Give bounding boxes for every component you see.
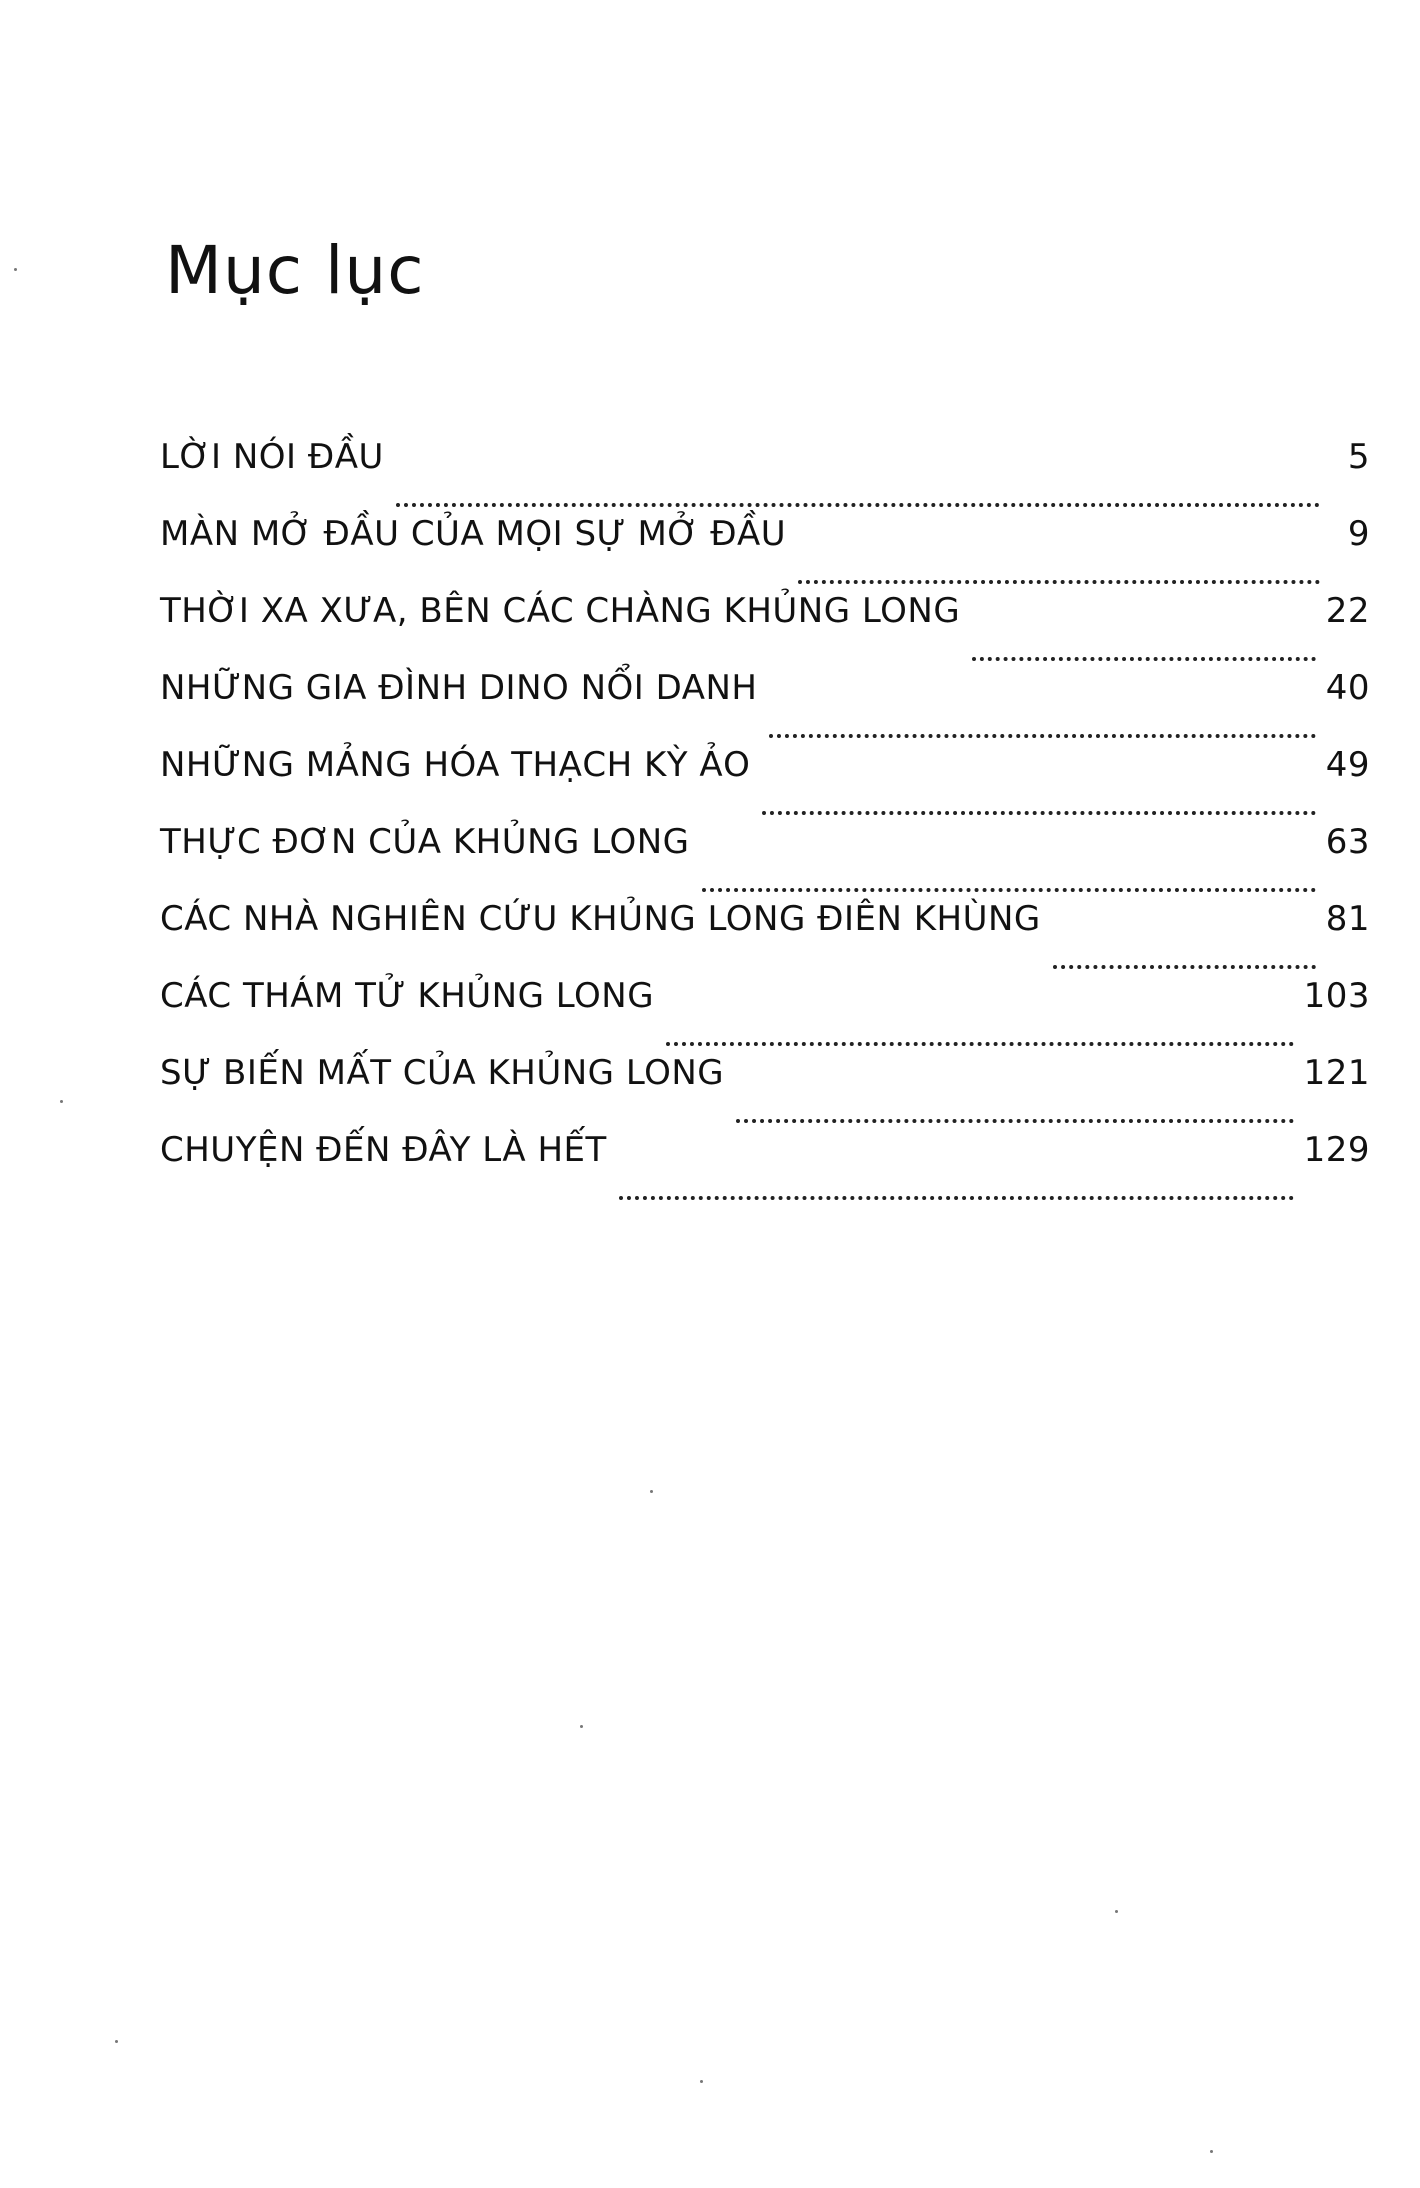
toc-entry-label: THỜI XA XƯA, BÊN CÁC CHÀNG KHỦNG LONG	[160, 591, 961, 631]
dot-leader	[666, 1042, 1294, 1046]
toc-entry-label: NHỮNG MẢNG HÓA THẠCH KỲ ẢO	[160, 745, 751, 785]
scan-speck	[60, 1100, 63, 1103]
dot-leader	[798, 580, 1320, 584]
toc-entry	[160, 437, 1370, 517]
scan-speck	[700, 2080, 703, 2083]
scan-speck	[14, 268, 17, 271]
toc-entry	[160, 899, 1370, 979]
dot-leader	[769, 734, 1315, 738]
toc-entry	[160, 668, 1370, 748]
toc-entry-label: CÁC THÁM TỬ KHỦNG LONG	[160, 976, 655, 1016]
dot-leader	[396, 503, 1320, 507]
scan-speck	[1115, 1910, 1118, 1913]
toc-entry	[160, 514, 1370, 594]
toc-entry	[160, 976, 1370, 1056]
toc-entry-page: 103	[1303, 976, 1370, 1016]
toc-entry	[160, 745, 1370, 825]
toc-entry-page: 121	[1303, 1053, 1370, 1093]
toc-entry-label: THỰC ĐƠN CỦA KHỦNG LONG	[160, 822, 690, 862]
toc-entry-label: CÁC NHÀ NGHIÊN CỨU KHỦNG LONG ĐIÊN KHÙNG	[160, 899, 1041, 939]
toc-entry	[160, 1130, 1370, 1210]
toc-entry-page: 9	[1347, 514, 1370, 554]
toc-entry-page: 22	[1325, 591, 1370, 631]
toc-entry-page: 63	[1325, 822, 1370, 862]
scan-speck	[115, 2040, 118, 2043]
dot-leader	[1053, 965, 1316, 969]
dot-leader	[972, 657, 1316, 661]
page-title: Mục lục	[165, 232, 425, 309]
toc-entry-page: 5	[1347, 437, 1370, 477]
toc-entry-label: LỜI NÓI ĐẦU	[160, 437, 384, 477]
toc-entry-label: CHUYỆN ĐẾN ĐÂY LÀ HẾT	[160, 1130, 607, 1170]
dot-leader	[762, 811, 1315, 815]
toc-entry-label: SỰ BIẾN MẤT CỦA KHỦNG LONG	[160, 1053, 725, 1093]
scan-speck	[650, 1490, 653, 1493]
toc-entry-label: NHỮNG GIA ĐÌNH DINO NỔI DANH	[160, 668, 758, 708]
scan-speck	[580, 1725, 583, 1728]
toc-entry-page: 49	[1325, 745, 1370, 785]
toc-entry-page: 129	[1303, 1130, 1370, 1170]
toc-entry-page: 40	[1325, 668, 1370, 708]
toc-entry-page: 81	[1325, 899, 1370, 939]
dot-leader	[736, 1119, 1293, 1123]
dot-leader	[619, 1196, 1294, 1200]
table-of-contents	[160, 437, 1370, 1210]
toc-entry	[160, 1053, 1370, 1133]
toc-entry	[160, 822, 1370, 902]
dot-leader	[702, 888, 1316, 892]
scan-speck	[1210, 2150, 1213, 2153]
toc-entry-label: MÀN MỞ ĐẦU CỦA MỌI SỰ MỞ ĐẦU	[160, 514, 787, 554]
toc-entry	[160, 591, 1370, 671]
